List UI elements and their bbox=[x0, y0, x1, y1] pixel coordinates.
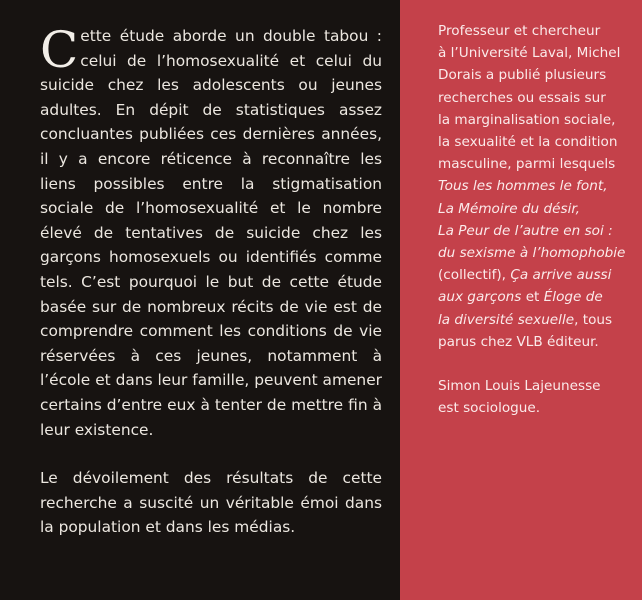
summary-paragraph-1 bbox=[40, 21, 382, 442]
bio-line bbox=[438, 309, 630, 331]
bio-line: Dorais a publié plusieurs bbox=[438, 67, 607, 84]
collectif-note: (collectif), bbox=[438, 267, 507, 284]
bio-line: est sociologue. bbox=[438, 400, 541, 417]
book-title: La Peur de l’autre en soi : bbox=[438, 222, 613, 239]
book-title: Éloge de bbox=[543, 289, 603, 306]
bio-line: recherches ou essais sur bbox=[438, 89, 606, 106]
bio-text: , tous bbox=[574, 311, 613, 328]
bio-line bbox=[438, 264, 630, 286]
book-title: Tous les hommes le font, bbox=[438, 178, 608, 195]
bio-line: parus chez VLB éditeur. bbox=[438, 333, 599, 350]
bio-line: la sexualité et la condition bbox=[438, 134, 618, 151]
bio-line bbox=[438, 286, 630, 308]
drop-cap: C bbox=[40, 21, 79, 79]
bio-line: Professeur et chercheur bbox=[438, 23, 601, 39]
book-title: du sexisme à l’homophobie bbox=[438, 245, 626, 262]
book-title: La Mémoire du désir, bbox=[438, 200, 581, 217]
bio-line: la marginalisation sociale, bbox=[438, 111, 616, 128]
book-title: la diversité sexuelle bbox=[438, 311, 575, 328]
author-bio-paragraph-2 bbox=[438, 375, 630, 419]
book-title: Ça arrive aussi bbox=[510, 267, 612, 284]
bio-line: à l’Université Laval, Michel bbox=[438, 45, 621, 62]
bio-line: masculine, parmi lesquels bbox=[438, 156, 616, 173]
summary-paragraph-2: Le dévoilement des résultats de cette recherche a suscité un véritable émoi dans la population et dans les médias. bbox=[40, 469, 382, 537]
author-bio-panel bbox=[400, 0, 642, 600]
author-bio-paragraph-1 bbox=[438, 20, 630, 353]
book-title: aux garçons bbox=[438, 289, 522, 306]
bio-line: Simon Louis Lajeunesse bbox=[438, 378, 601, 395]
conjunction: et bbox=[525, 289, 540, 306]
summary-paragraph-1-text: ette étude aborde un double tabou : celui de l’homosexualité et celui du suicide chez les adolescents ou jeunes adultes. En dépit de statistiques assez concluantes publiées ces dernières années, il y a encore réticence à reconnaître les liens possibles entre la stigmatisation sociale de l’homosexualité et le nombre élevé de tentatives de suicide chez les garçons homosexuels ou identifiés comme tels. C’est pourquoi le but de cette étude basée sur de nombreux récits de vie est de comprendre comment les conditions de vie réservées à ces jeunes, notamment à l’école et dans leur famille, peuvent amener certains d’entre eux à tenter de mettre fin à leur existence. bbox=[40, 27, 382, 439]
